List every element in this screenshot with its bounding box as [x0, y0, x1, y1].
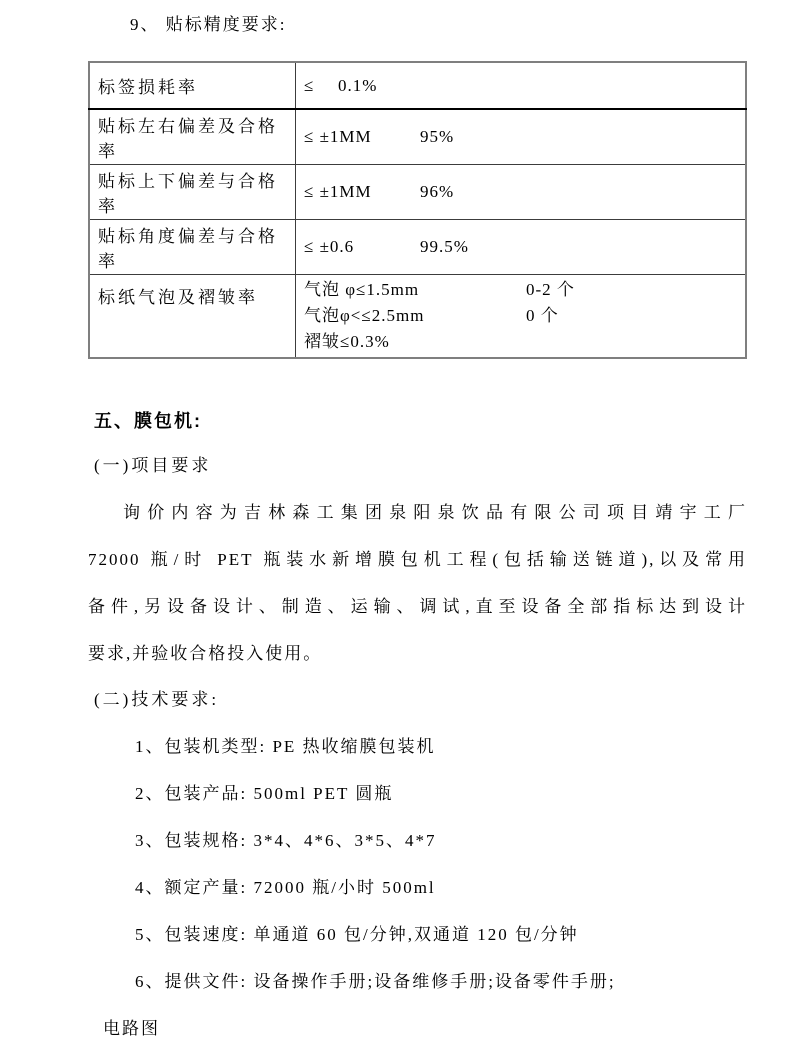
paragraph-line: 要求,并验收合格投入使用。	[88, 644, 323, 663]
list-item-wrap-line: 电路图	[103, 1019, 160, 1038]
paragraph-line: 备件,另设备设计、制造、运输、调试,直至设备全部指标达到设计	[88, 597, 747, 616]
heading-labeling-accuracy: 9、 贴标精度要求:	[130, 15, 287, 34]
row-value-spec: ≤ ±1MM	[304, 127, 372, 146]
list-item: 5、包装速度: 单通道 60 包/分钟,双通道 120 包/分钟	[135, 925, 579, 944]
row-label: 标签损耗率	[89, 62, 296, 109]
paragraph-line: 72000 瓶/时 PET 瓶装水新增膜包机工程(包括输送链道),以及常用	[88, 550, 747, 569]
table-row	[89, 109, 746, 165]
row-value-spec: ≤	[304, 75, 315, 95]
subheading-technical-requirements: (二)技术要求:	[94, 690, 220, 709]
row-value-cell	[296, 62, 747, 109]
subheading-project-requirements: (一)项目要求	[94, 456, 212, 475]
table-row	[89, 275, 746, 359]
list-item: 3、包装规格: 3*4、4*6、3*5、4*7	[135, 831, 437, 850]
row-label: 贴标角度偏差与合格率	[89, 220, 296, 275]
row-value-count: 0 个	[526, 306, 559, 325]
row-value-spec: 褶皱≤0.3%	[304, 332, 390, 351]
row-value-rate: 99.5%	[420, 237, 469, 256]
row-value-count: 0-2 个	[526, 280, 575, 299]
row-label: 贴标左右偏差及合格率	[89, 109, 296, 165]
row-value-cell	[296, 109, 747, 165]
row-value-rate: 95%	[420, 127, 455, 146]
paragraph-line: 询价内容为吉林森工集团泉阳泉饮品有限公司项目靖宇工厂	[123, 503, 747, 522]
spec-table	[88, 61, 747, 359]
row-value-rate: 96%	[420, 182, 455, 201]
row-value-spec: ≤ ±1MM	[304, 182, 372, 201]
list-item: 1、包装机类型: PE 热收缩膜包装机	[135, 737, 436, 756]
table-row	[89, 62, 746, 109]
row-value-cell	[296, 275, 747, 359]
row-label: 贴标上下偏差与合格率	[89, 165, 296, 220]
list-item: 6、提供文件: 设备操作手册;设备维修手册;设备零件手册;	[135, 972, 616, 991]
technical-requirements-list	[88, 732, 747, 1039]
table-row	[89, 220, 746, 275]
row-value-spec: 气泡φ<≤2.5mm	[304, 306, 425, 325]
list-item: 2、包装产品: 500ml PET 圆瓶	[135, 784, 394, 803]
row-label: 标纸气泡及褶皱率	[89, 275, 296, 359]
row-value-cell	[296, 220, 747, 275]
list-item: 4、额定产量: 72000 瓶/小时 500ml	[135, 878, 436, 897]
row-value-cell	[296, 165, 747, 220]
table-row	[89, 165, 746, 220]
row-value-spec: ≤ ±0.6	[304, 237, 355, 256]
heading-section5-film-wrapper: 五、膜包机:	[94, 411, 202, 431]
row-value-spec: 气泡 φ≤1.5mm	[304, 280, 420, 299]
project-description-paragraph	[88, 498, 747, 664]
row-value-rate: 0.1%	[338, 75, 378, 95]
